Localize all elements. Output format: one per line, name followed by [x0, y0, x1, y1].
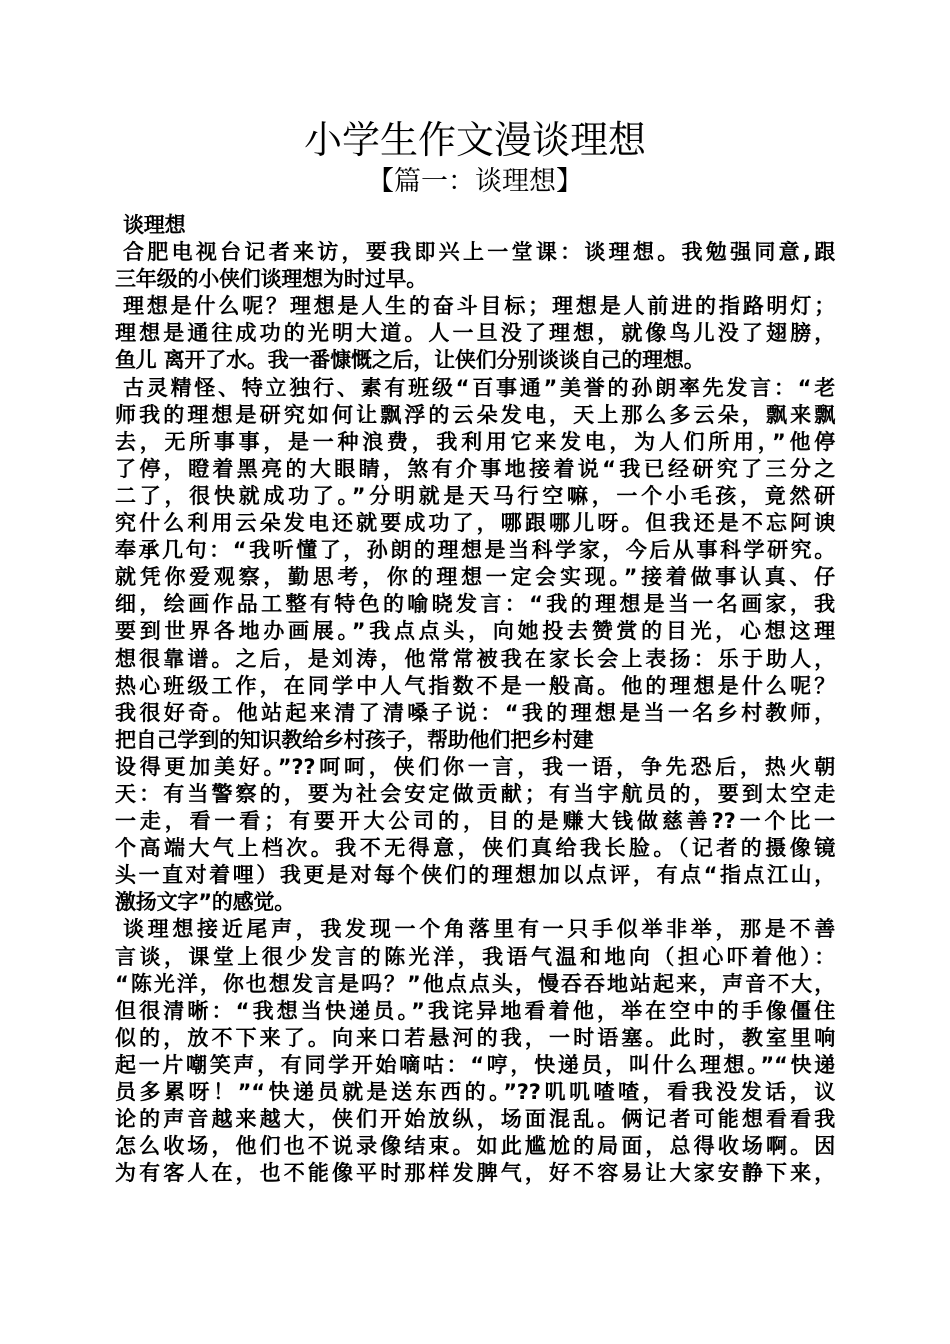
- text-line: 了停，瞪着黑亮的大眼睛，煞有介事地接着说“我已经研究了三分之: [115, 456, 835, 481]
- text-line: 谈理想接近尾声，我发现一个角落里有一只手似举非举，那是不善: [123, 917, 835, 942]
- text-line: 理想是什么呢？理想是人生的奋斗目标；理想是人前进的指路明灯；: [123, 294, 835, 319]
- text-line: 就凭你爱观察，勤思考，你的理想一定会实现。”接着做事认真、仔: [115, 565, 835, 590]
- document-subtitle: 【篇一：谈理想】: [367, 166, 583, 197]
- text-line: 员多累呀！”“快递员就是送东西的。”??叽叽喳喳，看我没发话，议: [115, 1080, 835, 1104]
- text-line: 细，绘画作品工整有特色的喻晓发言：“我的理想是当一名画家，我: [115, 592, 835, 617]
- text-line: 热心班级工作，在同学中人气指数不是一般高。他的理想是什么呢？: [115, 673, 835, 698]
- text-line: 头一直对着哩）我更是对每个侠们的理想加以点评，有点“指点江山，: [115, 863, 835, 888]
- essay-body: [115, 212, 835, 1187]
- text-line: 鱼儿 离开了水。我一番慷慨之后，让侠们分别谈谈自己的理想。: [115, 348, 705, 373]
- text-line: 奉承几句：“我听懂了，孙朗的理想是当科学家，今后从事科学研究。: [115, 538, 835, 563]
- text-line: “陈光洋，你也想发言是吗？”他点点头，慢吞吞地站起来，声音不大，: [115, 971, 835, 996]
- text-line: 一走，看一看；有要开大公司的，目的是赚大钱做慈善??一个比一: [115, 809, 835, 834]
- document-title: 小学生作文漫谈理想: [303, 118, 646, 162]
- text-line: 理想是通往成功的光明大道。人一旦没了理想，就像鸟儿没了翅膀，: [115, 321, 835, 346]
- text-line: 要到世界各地办画展。”我点点头，向她投去赞赏的目光，心想这理: [115, 619, 835, 644]
- text-line: 把自己学到的知识教给乡村孩子，帮助他们把乡村建: [115, 727, 594, 752]
- text-line: 设得更加美好。”??呵呵，侠们你一言，我一语，争先恐后，热火朝: [115, 754, 835, 779]
- text-line: 究什么利用云朵发电还就要成功了，哪跟哪儿呀。但我还是不忘阿谀: [115, 511, 835, 536]
- text-line: 怎么收场，他们也不说录像结束。如此尴尬的局面，总得收场啊。因: [115, 1134, 835, 1159]
- text-line: 似的，放不下来了。向来口若悬河的我，一时语塞。此时，教室里响: [115, 1025, 835, 1050]
- text-line: 论的声音越来越大，侠们开始放纵，场面混乱。俩记者可能想看看我: [115, 1107, 835, 1132]
- text-line: 想很靠谱。之后，是刘涛，他常常被我在家长会上表扬：乐于助人，: [115, 646, 835, 671]
- text-line: 为有客人在，也不能像平时那样发脾气，好不容易让大家安静下来，: [115, 1161, 835, 1186]
- text-line: 我很好奇。他站起来清了清嗓子说：“我的理想是当一名乡村教师，: [115, 700, 835, 725]
- text-line: 谈理想: [123, 213, 186, 237]
- text-line: 天：有当警察的，要为社会安定做贡献；有当宇航员的，要到太空走: [115, 781, 835, 806]
- text-line: 合肥电视台记者来访，要我即兴上一堂课：谈理想。我勉强同意,跟: [123, 240, 835, 265]
- text-line: 言谈，课堂上很少发言的陈光洋，我语气温和地向（担心吓着他）：: [115, 944, 835, 969]
- text-line: 个高端大气上档次。我不无得意，侠们真给我长脸。（记者的摄像镜: [115, 836, 835, 861]
- text-line: 二了，很快就成功了。”分明就是天马行空嘛，一个小毛孩，竟然研: [115, 483, 835, 508]
- text-line: 激扬文字”的感觉。: [115, 890, 296, 915]
- text-line: 师我的理想是研究如何让飘浮的云朵发电，天上那么多云朵，飘来飘: [115, 402, 835, 427]
- text-line: 去，无所事事，是一种浪费，我利用它来发电，为人们所用，”他停: [115, 429, 835, 454]
- text-line: 古灵精怪、特立独行、素有班级“百事通”美誉的孙朗率先发言：“老: [123, 375, 835, 400]
- text-line: 但很清晰：“我想当快递员。”我诧异地看着他，举在空中的手像僵住: [115, 998, 835, 1023]
- text-line: 起一片嘲笑声，有同学开始嘀咕：“哼，快递员，叫什么理想。”“快递: [115, 1052, 835, 1077]
- text-line: 三年级的小侠们谈理想为时过早。: [115, 267, 427, 292]
